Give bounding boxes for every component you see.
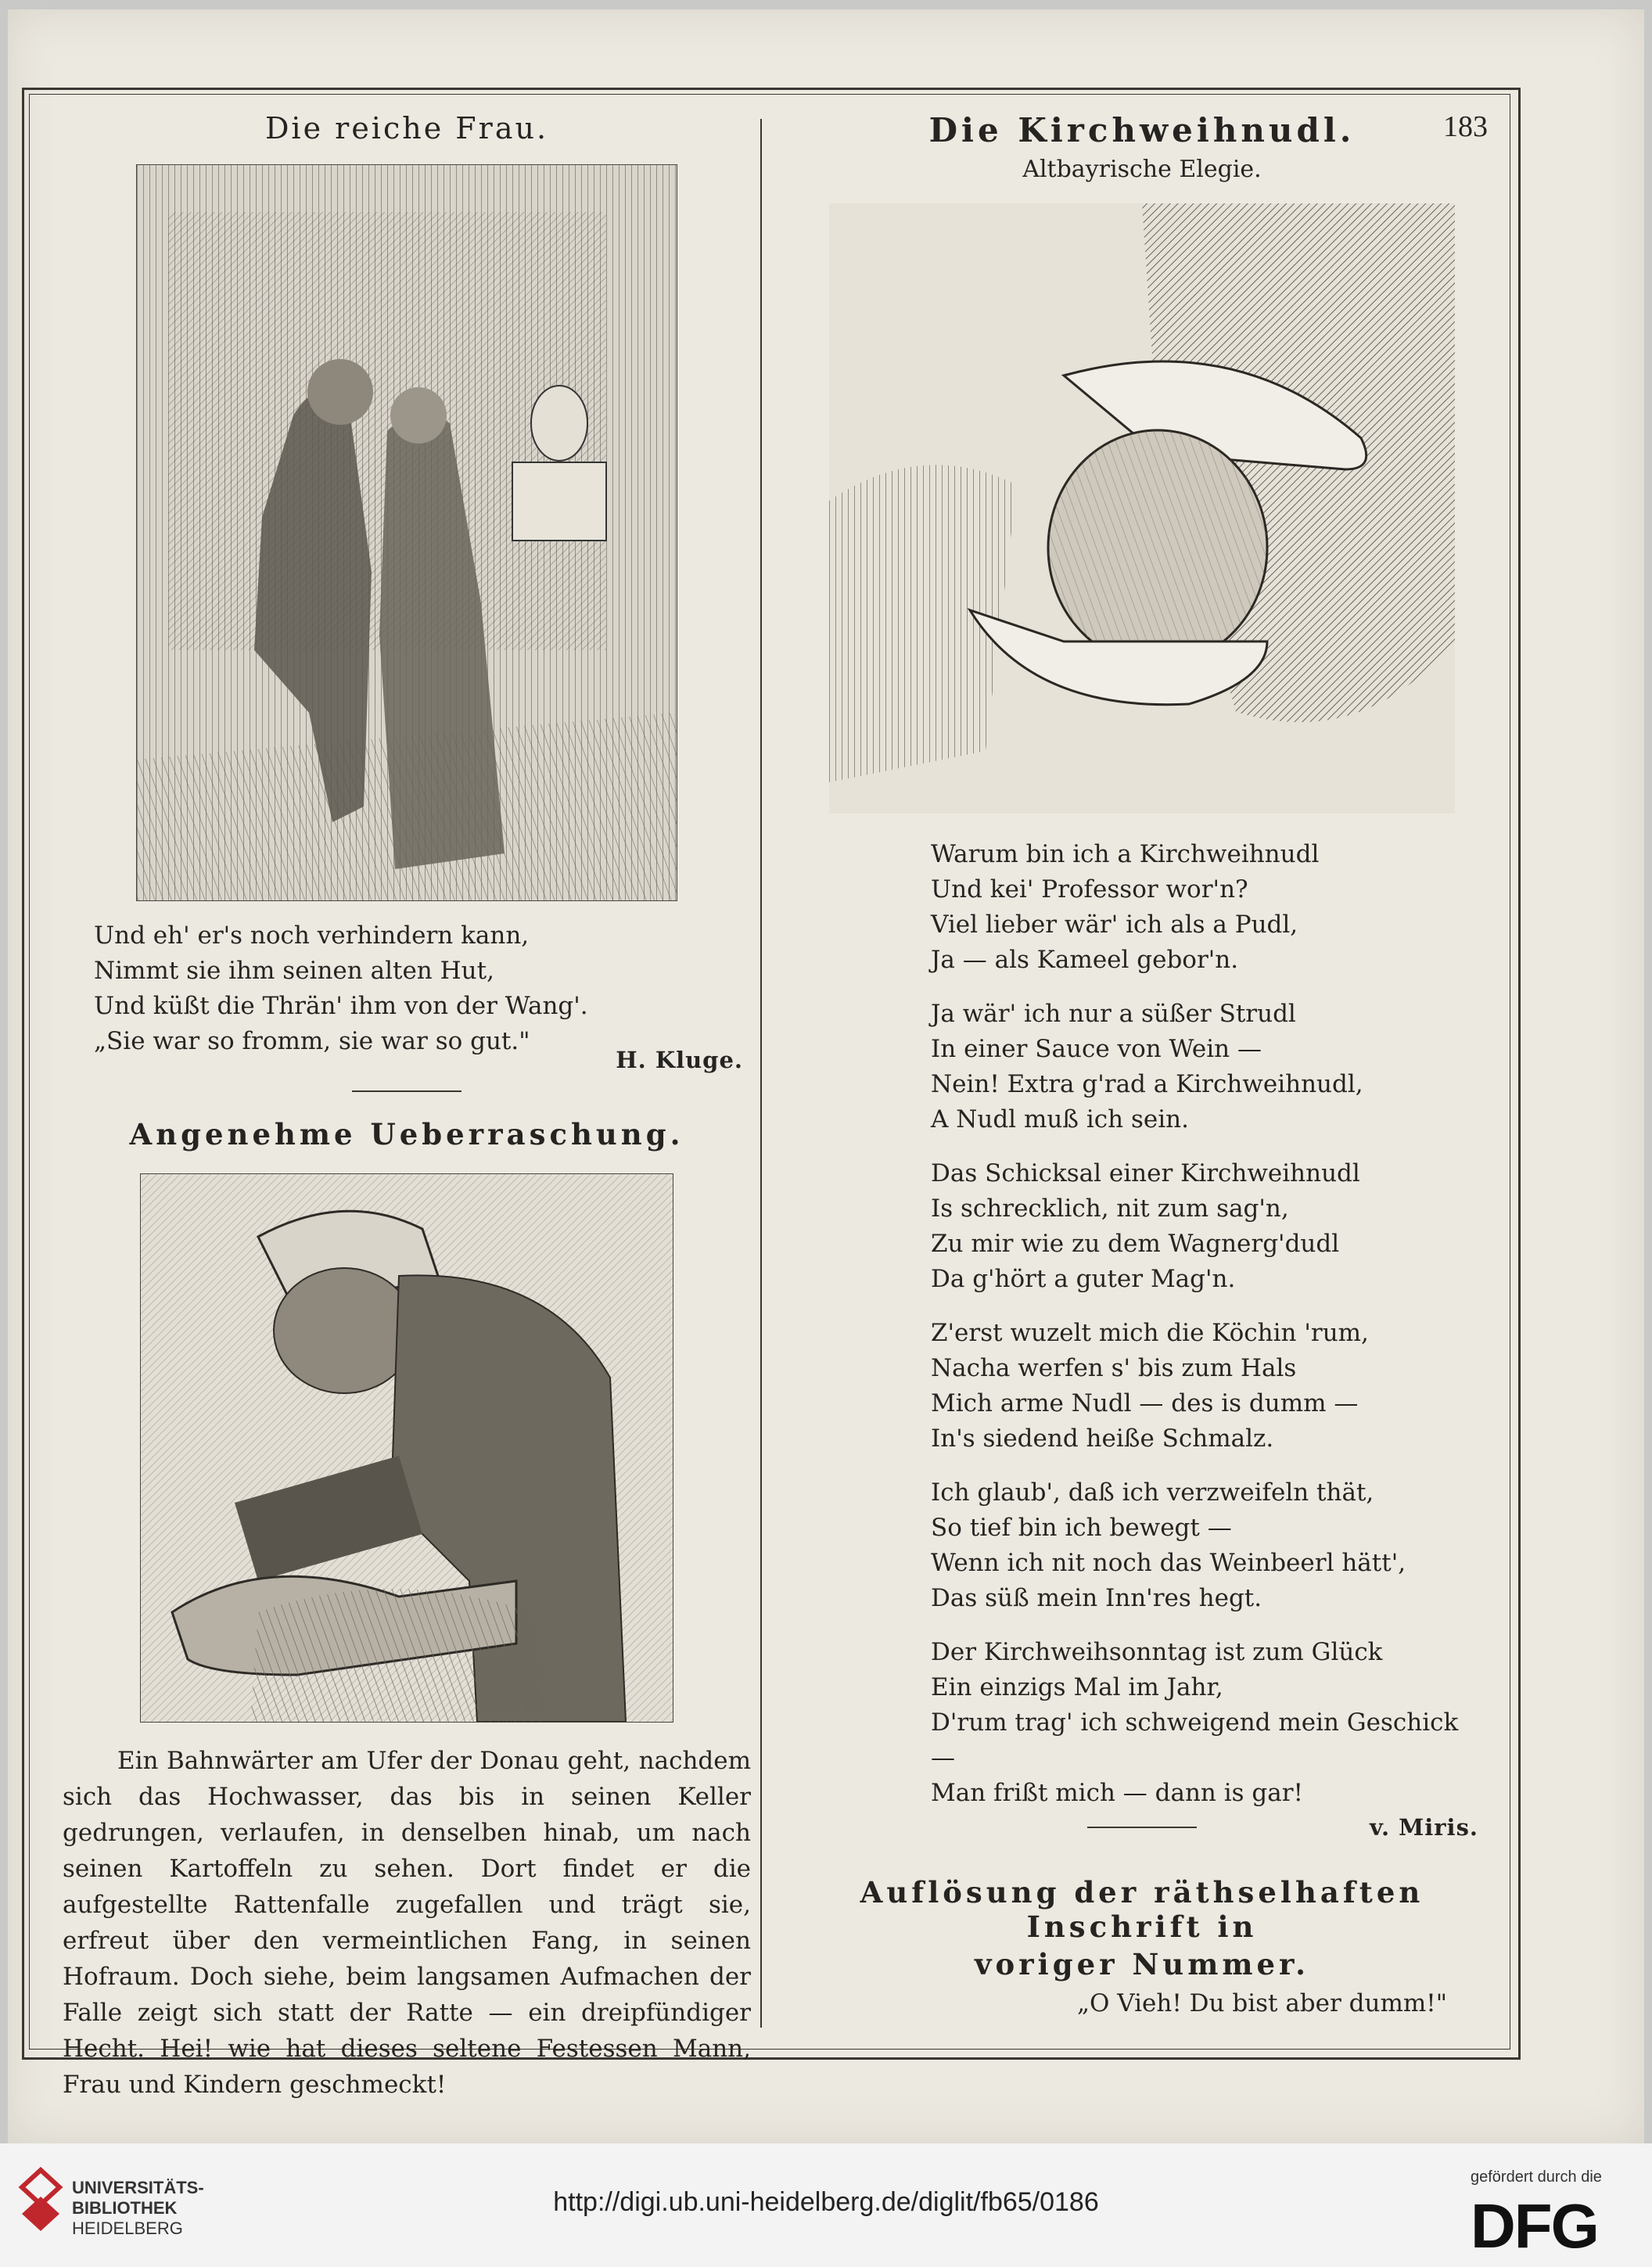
verse-line: Zu mir wie zu dem Wagnerg'dudl: [931, 1230, 1340, 1258]
library-name-line: BIBLIOTHEK: [72, 2198, 178, 2218]
stanza: [931, 1635, 1486, 1811]
column-divider: [760, 119, 762, 2028]
verse-line: A Nudl muß ich sein.: [931, 1105, 1189, 1134]
verse-line: Ein einzigs Mal im Jahr,: [931, 1673, 1223, 1701]
stanza: [931, 1475, 1486, 1616]
verse-line: Nimmt sie ihm seinen alten Hut,: [94, 957, 494, 985]
verse-line: Is schrecklich, nit zum sag'n,: [931, 1195, 1289, 1223]
verse-line: Und eh' er's noch verhindern kann,: [94, 922, 530, 950]
library-name-line: HEIDELBERG: [72, 2218, 183, 2238]
poem-subtitle: Altbayrische Elegie.: [1022, 156, 1262, 183]
section-title: Angenehme Ueberraschung.: [129, 1117, 684, 1151]
verse-line: Mich arme Nudl — des is dumm —: [931, 1389, 1359, 1417]
left-column: [63, 95, 751, 2103]
stanza: [931, 1156, 1486, 1297]
illustration-rich-woman: [136, 164, 677, 901]
verse-line: Das süß mein Inn'res hegt.: [931, 1584, 1262, 1612]
library-name-line: UNIVERSITÄTS-: [72, 2178, 204, 2197]
verse-line: Man frißt mich — dann is gar!: [931, 1779, 1304, 1807]
scanned-page: [8, 9, 1644, 2143]
section-separator: [1087, 1827, 1197, 1828]
illustration-railway-worker: [140, 1173, 673, 1723]
verse-line: Und küßt die Thrän' ihm von der Wang'.: [94, 992, 588, 1020]
verse-line: Da g'hört a guter Mag'n.: [931, 1265, 1236, 1293]
verse-line: Nein! Extra g'rad a Kirchweihnudl,: [931, 1070, 1363, 1098]
dfg-logo: DFG: [1471, 2191, 1598, 2261]
verse-line: Warum bin ich a Kirchweihnudl: [931, 840, 1320, 868]
verse-line: D'rum trag' ich schweigend mein Geschick —: [931, 1708, 1459, 1772]
verse-line: Und kei' Professor wor'n?: [931, 875, 1248, 904]
solution-title-continued: voriger Nummer.: [974, 1947, 1310, 1981]
section-separator: [352, 1090, 461, 1092]
right-column: [798, 95, 1486, 2021]
poem-title: Die Kirchweihnudl.: [928, 111, 1356, 149]
source-url-link[interactable]: http://digi.ub.uni-heidelberg.de/diglit/fb65/0186: [553, 2187, 1099, 2217]
viewer-footer: [0, 2143, 1652, 2267]
solution-text: „O Vieh! Du bist aber dumm!": [1076, 1989, 1447, 2017]
verse-line: In's siedend heiße Schmalz.: [931, 1425, 1274, 1453]
solution-title: Auflösung der räthselhaften Inschrift in: [860, 1875, 1424, 1944]
verse-line: Viel lieber wär' ich als a Pudl,: [931, 911, 1298, 939]
stanza: [931, 1316, 1486, 1457]
verse-line: Nacha werfen s' bis zum Hals: [931, 1354, 1297, 1382]
page-number: 183: [1443, 110, 1488, 143]
verse-line: Der Kirchweihsonntag ist zum Glück: [931, 1638, 1383, 1666]
anecdote-text: Ein Bahnwärter am Ufer der Donau geht, nachdem sich das Hochwasser, das bis in seinen Keller gedrungen, verlaufen, in denselben hinab, um nach seinen Kartoffeln zu sehen. Dort findet er die aufgestellte Rattenfalle zugefallen und trägt sie, erfreut über den vermeintlichen Fang, in seinen Hofraum. Doch siehe, beim langsamen Aufmachen der Falle zeigt sich statt der Ratte — ein dreipfündiger Hecht. Hei! wie hat dieses seltene Festessen Mann, Frau und Kindern geschmeckt!: [63, 1747, 751, 2099]
poem-signature: v. Miris.: [1370, 1814, 1478, 1841]
running-head: Die reiche Frau.: [264, 111, 549, 146]
verse-line: Das Schicksal einer Kirchweihnudl: [931, 1159, 1360, 1187]
verse-line: So tief bin ich bewegt —: [931, 1514, 1232, 1542]
funding-caption: gefördert durch die: [1471, 2168, 1602, 2186]
verse-line: Ja — als Kameel gebor'n.: [931, 946, 1239, 974]
verse-line: Wenn ich nit noch das Weinbeerl hätt',: [931, 1549, 1406, 1577]
stanza: [931, 837, 1486, 978]
verse-line: In einer Sauce von Wein —: [931, 1035, 1262, 1063]
illustration-hands-dumpling: [829, 203, 1455, 814]
poem-signature: H. Kluge.: [616, 1047, 743, 1073]
verse-line: Z'erst wuzelt mich die Köchin 'rum,: [931, 1319, 1369, 1347]
verse-line: Ich glaub', daß ich verzweifeln thät,: [931, 1478, 1374, 1507]
verse-line: Ja wär' ich nur a süßer Strudl: [931, 1000, 1296, 1028]
stanza: [931, 997, 1486, 1137]
verse-line: „Sie war so fromm, sie war so gut.": [94, 1027, 530, 1055]
